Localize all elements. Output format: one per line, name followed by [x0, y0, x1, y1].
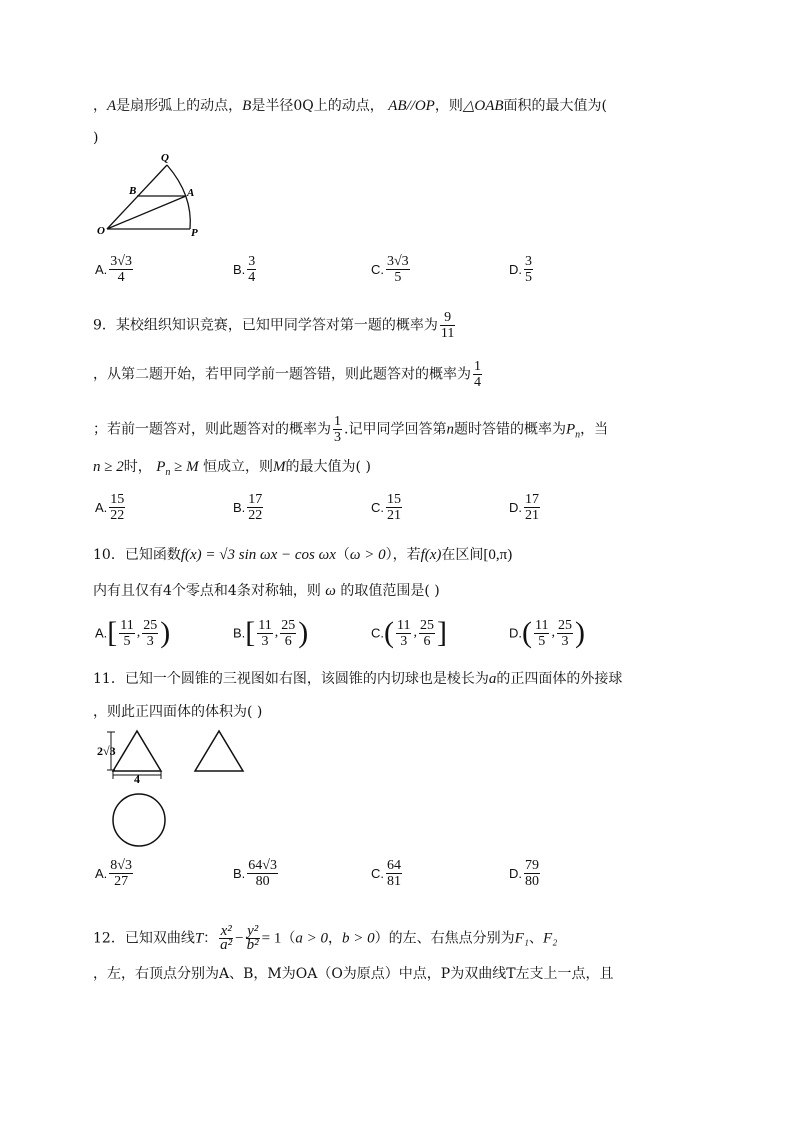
q9-stem-line4: [93, 458, 371, 482]
option-fraction: [386, 254, 410, 285]
option-label: A.: [95, 625, 108, 641]
bracket-right: ]: [436, 616, 447, 649]
numerator: 25: [143, 617, 158, 633]
denominator: 22: [248, 508, 263, 523]
q12-text: ，: [327, 930, 342, 947]
denominator: 3: [334, 430, 341, 445]
numerator: 25: [557, 617, 572, 633]
q8-option-c[interactable]: [371, 254, 412, 285]
q11-option-b[interactable]: [233, 858, 280, 889]
q8-var-b: B: [242, 98, 252, 114]
q10-option-a[interactable]: A.[ $\frac{11}{5}$ , $\frac{25}{3}$ ): [95, 616, 171, 649]
option-fraction: [109, 492, 125, 523]
q9-text: 时，: [123, 459, 152, 475]
numerator: 8√3: [110, 858, 132, 873]
denominator: 21: [387, 508, 401, 523]
q12-focus-f2: F₂: [543, 930, 558, 947]
denominator: 21: [525, 508, 539, 523]
denominator: 80: [525, 874, 539, 889]
q9-var-p: P: [565, 421, 576, 438]
numerator: 25: [419, 617, 434, 633]
q9-text: .记甲同学回答第: [344, 421, 447, 438]
q12-text: ）的左、右焦点分别为: [374, 930, 515, 947]
q9-subscript-n: n: [575, 429, 581, 441]
option-fraction: [557, 618, 573, 649]
denominator: 3: [146, 633, 154, 649]
q8-option-a[interactable]: [95, 254, 135, 285]
q10-text: 在区间: [441, 547, 484, 563]
bracket-right: ): [298, 616, 309, 649]
denominator: 3: [261, 633, 269, 649]
q9-text: 恒成立，则: [203, 459, 274, 475]
numerator: 11: [120, 617, 134, 633]
q8-label-b: B: [129, 185, 137, 197]
q8-text: 是扇形弧上的动点，: [116, 98, 243, 114]
q11-three-view-figure: [93, 725, 253, 850]
q11-stem-line1: [93, 670, 622, 688]
q10-text: （: [335, 547, 350, 563]
option-fraction: [109, 254, 133, 285]
option-label: C.: [371, 500, 384, 515]
q9-fraction-1-3: [333, 414, 342, 445]
numerator: 64: [387, 858, 401, 873]
q12-stem-line2: ，左，右顶点分别为A、B，M为OA（O为原点）中点，P为双曲线T左支上一点，且: [93, 966, 614, 982]
option-fraction: [524, 858, 540, 889]
numerator: 17: [248, 492, 263, 507]
denominator: 81: [387, 874, 401, 889]
option-fraction: [524, 492, 540, 523]
option-label: B.: [233, 625, 246, 641]
q12-stem-line1: 12．已知双曲线T： $\frac{\text{x²}}{\text{a²}}$ − $\frac{\text{y²}}{\text{b²}}$ = 1（a > 0，b > 0）的左、右焦点分别为F₁、F₂: [93, 923, 558, 953]
denominator: 80: [255, 874, 270, 889]
q8-text: ，则: [434, 98, 463, 114]
q9-text: 的最大值为( ): [285, 459, 371, 475]
option-fraction: [396, 618, 411, 649]
q9-option-a[interactable]: [95, 492, 127, 523]
option-fraction: [386, 492, 402, 523]
option-label: B.: [233, 866, 246, 881]
denominator: 3: [400, 633, 408, 649]
option-fraction: [119, 618, 134, 649]
q10-function: f(x) = √3 sin ωx − cos ωx: [180, 547, 336, 563]
q8-stem-line1: [93, 97, 607, 115]
q9-option-b[interactable]: [233, 492, 265, 523]
q11-stem-line2: ，则此正四面体的体积为( ): [93, 704, 263, 720]
denominator: b²: [246, 937, 259, 953]
q12-condition-a: a > 0: [295, 930, 328, 947]
numerator: 1: [334, 414, 341, 429]
denominator: 5: [123, 633, 131, 649]
q10-fx: f(x): [420, 547, 442, 563]
q9-var-p: P: [156, 459, 166, 475]
q8-option-b[interactable]: [233, 254, 258, 285]
denominator: 5: [538, 633, 546, 649]
q11-text: 11．已知一个圆锥的三视图如右图，该圆锥的内切球也是棱长为: [93, 671, 489, 687]
option-label: D.: [509, 625, 522, 641]
q8-option-d[interactable]: [509, 254, 535, 285]
bracket-left: [: [107, 616, 118, 649]
q9-stem-line3: [93, 414, 608, 445]
option-label: B.: [233, 262, 246, 277]
q9-ineq-m: ≥ M: [170, 459, 199, 475]
bracket-right: ): [574, 616, 585, 649]
option-fraction: [247, 492, 263, 523]
option-fraction: [109, 858, 133, 889]
q10-text: 的取值范围是( ): [340, 583, 440, 599]
option-label: C.: [371, 262, 384, 277]
q10-stem-line2: [93, 582, 440, 600]
numerator: 79: [525, 858, 539, 873]
bracket-left: (: [384, 616, 394, 649]
q11-base-label: 4: [134, 772, 140, 786]
numerator: 17: [525, 492, 539, 507]
q11-text: 的正四面体的外接球: [496, 671, 623, 687]
bracket-right: ): [160, 616, 171, 649]
q12-text: ：: [203, 930, 218, 947]
q11-option-a[interactable]: [95, 858, 135, 889]
q10-option-d[interactable]: D.( $\frac{11}{5}$ , $\frac{25}{3}$ ): [509, 616, 585, 649]
numerator: 15: [387, 492, 401, 507]
numerator: y²: [247, 923, 259, 939]
numerator: 1: [474, 359, 481, 374]
q9-text: 题时答错的概率为: [453, 421, 566, 438]
q10-condition: ω > 0: [349, 547, 386, 563]
option-label: D.: [509, 500, 522, 515]
option-fraction: [524, 254, 533, 285]
q8-text: 面积的最大值为(: [503, 98, 608, 114]
denominator: 5: [525, 270, 532, 285]
q8-label-q: Q: [161, 152, 169, 164]
q12-text: （: [281, 930, 296, 947]
q12-equals: = 1: [261, 930, 282, 947]
bracket-left: [: [245, 616, 256, 649]
q12-text: 、: [529, 930, 543, 947]
q11-option-c[interactable]: [371, 858, 404, 889]
numerator: 3: [248, 254, 256, 269]
q9-option-c[interactable]: [371, 492, 404, 523]
bracket-left: (: [522, 616, 532, 649]
q9-text: ，从第二题开始，若甲同学前一题答错，则此题答对的概率为: [93, 366, 471, 383]
q8-label-o: O: [97, 225, 105, 237]
q9-option-d[interactable]: [509, 492, 542, 523]
q9-subscript-n: n: [165, 466, 171, 478]
numerator: 15: [110, 492, 125, 507]
q9-var-m: M: [273, 459, 286, 475]
denominator: 4: [474, 375, 481, 390]
denominator: 6: [423, 633, 431, 649]
q9-text: ，当: [580, 421, 609, 438]
numerator: 3√3: [110, 254, 132, 269]
option-label: B.: [233, 500, 246, 515]
denominator: 3: [561, 633, 569, 649]
denominator: 6: [284, 633, 292, 649]
q12-text: 12．已知双曲线: [93, 930, 195, 947]
numerator: 64√3: [248, 858, 277, 873]
option-fraction: [247, 858, 278, 889]
option-fraction: [247, 254, 256, 285]
q10-text: 10．已知函数: [93, 547, 181, 563]
option-fraction: [419, 618, 435, 649]
denominator: 4: [117, 270, 125, 285]
q11-option-d[interactable]: [509, 858, 542, 889]
q10-option-c[interactable]: C.( $\frac{11}{3}$ , $\frac{25}{6}$ ]: [371, 616, 447, 649]
q12-condition-b: b > 0: [341, 930, 375, 947]
q9-stem-line1: [93, 310, 457, 341]
q8-stem-line2: ): [93, 130, 99, 146]
option-label: D.: [509, 262, 522, 277]
numerator: 3√3: [387, 254, 409, 269]
q10-text: 内有且仅有4个零点和4条对称轴，则: [93, 583, 321, 599]
option-label: C.: [371, 866, 384, 881]
option-fraction: [142, 618, 158, 649]
q8-label-a: A: [187, 187, 195, 199]
option-label: A.: [95, 500, 108, 515]
q8-text: ，: [93, 98, 107, 114]
q9-var-n: n: [446, 421, 454, 438]
denominator: 11: [440, 326, 455, 341]
q8-sector-figure: [93, 150, 203, 240]
q8-text: 是半径0Q上的动点，: [251, 98, 384, 114]
q8-ab-parallel-op: AB//OP: [388, 98, 435, 114]
q9-fraction-9-11: [440, 310, 455, 341]
denominator: 4: [248, 270, 256, 285]
q8-label-p: P: [191, 227, 198, 239]
option-fraction: [257, 618, 272, 649]
option-fraction: [534, 618, 549, 649]
q12-fraction-y: [246, 925, 260, 952]
q10-text: ），若: [385, 547, 421, 563]
q12-var-t: T: [194, 930, 204, 947]
q9-fraction-1-4: [473, 359, 482, 390]
denominator: a²: [220, 937, 233, 953]
option-fraction: [386, 858, 402, 889]
q10-var-omega: ω: [325, 583, 336, 599]
numerator: 25: [281, 617, 296, 633]
option-label: C.: [371, 625, 384, 641]
q10-stem-line1: [93, 546, 512, 564]
q8-var-a: A: [107, 98, 117, 114]
q11-var-a: a: [488, 671, 497, 687]
denominator: 22: [110, 508, 125, 523]
q9-stem-line2: [93, 359, 484, 390]
option-fraction: [280, 618, 296, 649]
option-label: A.: [95, 866, 108, 881]
option-label: A.: [95, 262, 108, 277]
q12-focus-f1: F₁: [514, 930, 529, 947]
option-label: D.: [509, 866, 522, 881]
q9-condition-n: n ≥ 2: [93, 459, 124, 475]
denominator: 5: [394, 270, 402, 285]
q9-text: ；若前一题答对，则此题答对的概率为: [93, 421, 331, 438]
numerator: 11: [258, 617, 272, 633]
q8-triangle-oab: △OAB: [462, 98, 504, 114]
numerator: 11: [397, 617, 411, 633]
q10-interval: [0,π): [483, 547, 513, 563]
numerator: 3: [525, 254, 532, 269]
numerator: 9: [440, 310, 455, 326]
numerator: x²: [220, 923, 232, 939]
denominator: 27: [114, 874, 129, 889]
q9-text: 9．某校组织知识竞赛，已知甲同学答对第一题的概率为: [93, 317, 438, 334]
q11-height-label: 2√3: [97, 744, 116, 758]
numerator: 11: [535, 617, 549, 633]
q12-fraction-x: [219, 925, 233, 952]
q10-option-b[interactable]: B.[ $\frac{11}{3}$ , $\frac{25}{6}$ ): [233, 616, 309, 649]
